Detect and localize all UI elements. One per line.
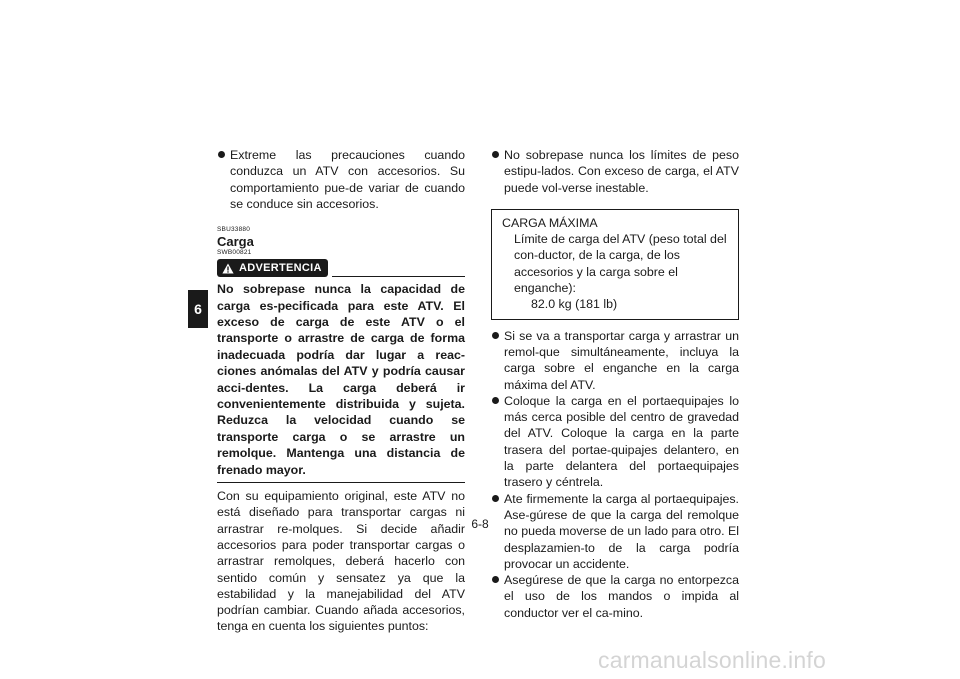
left-column: [217, 147, 465, 635]
warning-rule: [332, 276, 465, 277]
warning-end-rule: [217, 482, 465, 483]
max-load-title: CARGA MÁXIMA: [502, 215, 598, 230]
watermark: carmanualsonline.info: [598, 647, 826, 673]
right-column: [491, 147, 739, 621]
bullet-trailer-load: Si se va a transportar carga y arrastrar un remol-que simultáneamente, incluya la carga sobre el enganche en la carga máxima del ATV.: [491, 328, 739, 393]
warning-badge: [217, 259, 328, 277]
section-tab: 6: [188, 290, 208, 328]
warning-text: No sobrepase nunca la capacidad de carga es-pecificada para este ATV. El exceso de carga de este ATV o el transporte o arrastre de carga de forma inadecuada podría dar lugar a reac-ciones anómalas del ATV y podría causar acci-dentes. La carga deberá ir convenientemente distribuida y sujeta. Reduzca la velocidad cuando se transporte carga o se arrastre un remolque. Mantenga una distancia de frenado mayor.: [217, 282, 465, 477]
page-number: 6-8: [471, 517, 489, 531]
body-paragraph: Con su equipamiento original, este ATV no está diseñado para transportar cargas ni arrastrar re-molques. Si decide añadir accesorios para poder transportar cargas o arrastrar remolques, deberá hacerlo con sentido común y sensatez ya que la estabilidad y la manejabilidad del ATV podrían cambiar. Cuando añada accesorios, tenga en cuenta los siguientes puntos:: [217, 489, 465, 634]
max-load-description: Límite de carga del ATV (peso total del con-ductor, de la carga, de los accesorios y la carga sobre el enganche):: [514, 232, 727, 296]
intro-bullet: Extreme las precauciones cuando conduzca un ATV con accesorios. Su comportamiento pue-de variar de cuando se conduce sin accesorios.: [217, 147, 465, 212]
max-load-value: 82.0 kg (181 lb): [531, 297, 618, 312]
section-heading: Carga: [217, 234, 254, 250]
bullet-controls-clear: Asegúrese de que la carga no entorpezca el uso de los mandos o impida al conductor ver el ca-mino.: [491, 572, 739, 621]
bullet-weight-limits: No sobrepase nunca los límites de peso estipu-lados. Con exceso de carga, el ATV puede vol-verse inestable.: [491, 147, 739, 196]
warning-header: [217, 259, 465, 277]
bullet-rack-position: Coloque la carga en el portaequipajes lo más cerca posible del centro de gravedad del ATV. Coloque la carga en la parte trasera del portae-quipajes delantero, en la parte delantera del portaequipajes trasero y céntrela.: [491, 393, 739, 491]
section-code: SBU33880: [217, 226, 251, 234]
warning-label: ADVERTENCIA: [239, 262, 322, 275]
warning-triangle-icon: [222, 263, 234, 274]
bullet-secure-load: Ate firmemente la carga al portaequipajes. Ase-gúrese de que la carga del remolque no pueda moverse de un lado para otro. El desplazamien-to de la carga podría provocar un accidente.: [491, 491, 739, 572]
warning-code: SWB00821: [217, 249, 252, 257]
max-load-box: [491, 209, 739, 320]
